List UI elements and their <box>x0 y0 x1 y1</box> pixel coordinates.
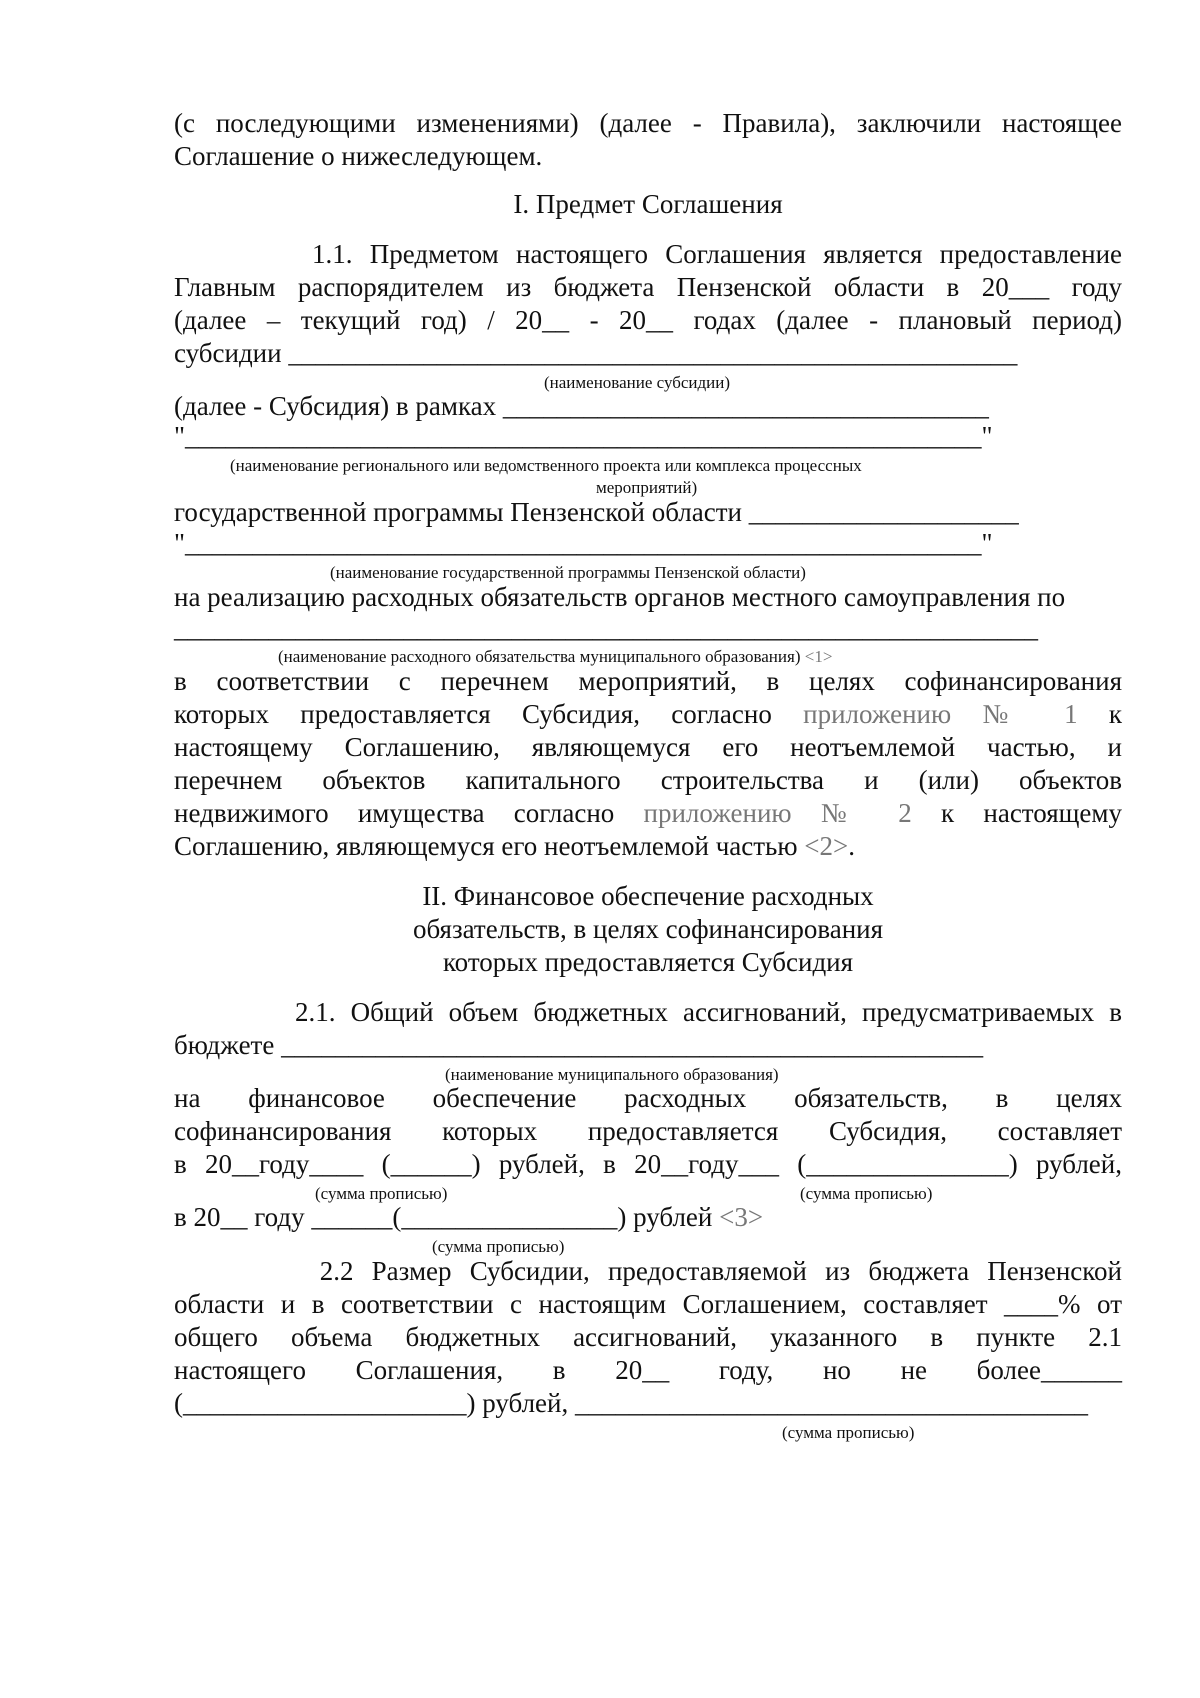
paragraph-2-1-line: бюджете ____________________________________________________ <box>174 1030 984 1060</box>
section-2-title-line-1: II. Финансовое обеспечение расходных <box>422 881 874 911</box>
footnote-ref-3[interactable]: <3> <box>719 1202 764 1232</box>
paragraph-line: в соответствии с перечнем мероприятий, в целях софинансирования <box>174 666 1122 696</box>
paragraph-1-1-line: Главным распорядителем из бюджета Пензенской области в 20___ году <box>174 272 1122 302</box>
paragraph-1-1-line: 1.1. Предметом настоящего Соглашения является предоставление <box>174 239 1122 269</box>
caption-sum-d: (сумма прописью) <box>782 1423 915 1442</box>
footnote-ref-2[interactable]: <2> <box>804 831 849 861</box>
footnote-ref-1[interactable]: <1> <box>804 647 833 666</box>
paragraph-line: недвижимого имущества согласно приложению № 2 к настоящему <box>174 798 1123 828</box>
caption-obligation: (наименование расходного обязательства муниципального образования) <1> <box>278 647 833 666</box>
paragraph-2-2-line: 2.2 Размер Субсидии, предоставляемой из бюджета Пензенской <box>174 1256 1122 1286</box>
caption-subsidy-name: (наименование субсидии) <box>544 373 731 392</box>
caption-program-name: (наименование государственной программы Пензенской области) <box>330 563 806 582</box>
paragraph-2-2-line: (_____________________) рублей, ______________________________________ <box>174 1388 1088 1418</box>
paragraph-2-2-line: настоящего Соглашения, в 20__ году, но не более______ <box>174 1355 1122 1385</box>
intro-line-1: (с последующими изменениями) (далее - Правила), заключили настоящее <box>174 108 1122 138</box>
paragraph-2-2-line: области и в соответствии с настоящим Соглашением, составляет ____% от <box>174 1289 1122 1319</box>
paragraph-line: настоящему Соглашению, являющемуся его неотъемлемой частью, и <box>174 732 1122 762</box>
paragraph-1-1-line: (далее – текущий год) / 20__ - 20__ годах (далее - плановый период) <box>174 305 1122 335</box>
paragraph-2-1b-line: на финансовое обеспечение расходных обязательств, в целях <box>174 1083 1122 1113</box>
link-appendix-2[interactable]: приложению № 2 <box>643 798 912 828</box>
program-line: государственной программы Пензенской области ____________________ <box>174 497 1019 527</box>
paragraph-1-1-line: субсидии ______________________________________________________ <box>174 338 1018 368</box>
quoted-blank-line-2: "___________________________________________________________" <box>174 528 993 558</box>
caption-sum-a: (сумма прописью) <box>315 1184 448 1203</box>
paragraph-2-1-line: 2.1. Общий объем бюджетных ассигнований, предусматриваемых в <box>174 997 1122 1027</box>
caption-sum-c: (сумма прописью) <box>432 1237 565 1256</box>
purpose-line: на реализацию расходных обязательств органов местного самоуправления по <box>174 582 1066 612</box>
paragraph-line: которых предоставляется Субсидия, согласно приложению № 1 к <box>174 699 1122 729</box>
paragraph-line: Соглашению, являющемуся его неотъемлемой частью <2>. <box>174 831 855 861</box>
caption-project-line-1: (наименование регионального или ведомственного проекта или комплекса процессных <box>230 456 862 475</box>
caption-municipality: (наименование муниципального образования) <box>445 1065 779 1084</box>
section-2-title-line-2: обязательств, в целях софинансирования <box>412 914 884 944</box>
paragraph-2-1b-line: софинансирования которых предоставляется Субсидия, составляет <box>174 1116 1122 1146</box>
caption-project-line-2: мероприятий) <box>596 478 698 497</box>
intro-line-2: Соглашение о нижеследующем. <box>174 141 543 171</box>
link-appendix-1[interactable]: приложению № 1 <box>803 699 1078 729</box>
framework-line: (далее - Субсидия) в рамках ____________________________________ <box>174 391 989 421</box>
section-2-title-line-3: которых предоставляется Субсидия <box>442 947 854 977</box>
paragraph-line: перечнем объектов капитального строительства и (или) объектов <box>174 765 1122 795</box>
blank-line: ________________________________________________________________ <box>174 613 1038 643</box>
paragraph-2-1b-line: в 20__году____ (______) рублей, в 20__году___ (_______________) рублей, <box>174 1149 1122 1179</box>
quoted-blank-line: "___________________________________________________________" <box>174 421 993 451</box>
section-1-title: I. Предмет Соглашения <box>513 189 783 219</box>
caption-sum-b: (сумма прописью) <box>800 1184 933 1203</box>
year-3-line: в 20__ году ______(________________) рублей <3> <box>174 1202 764 1232</box>
paragraph-2-2-line: общего объема бюджетных ассигнований, указанного в пункте 2.1 <box>174 1322 1122 1352</box>
